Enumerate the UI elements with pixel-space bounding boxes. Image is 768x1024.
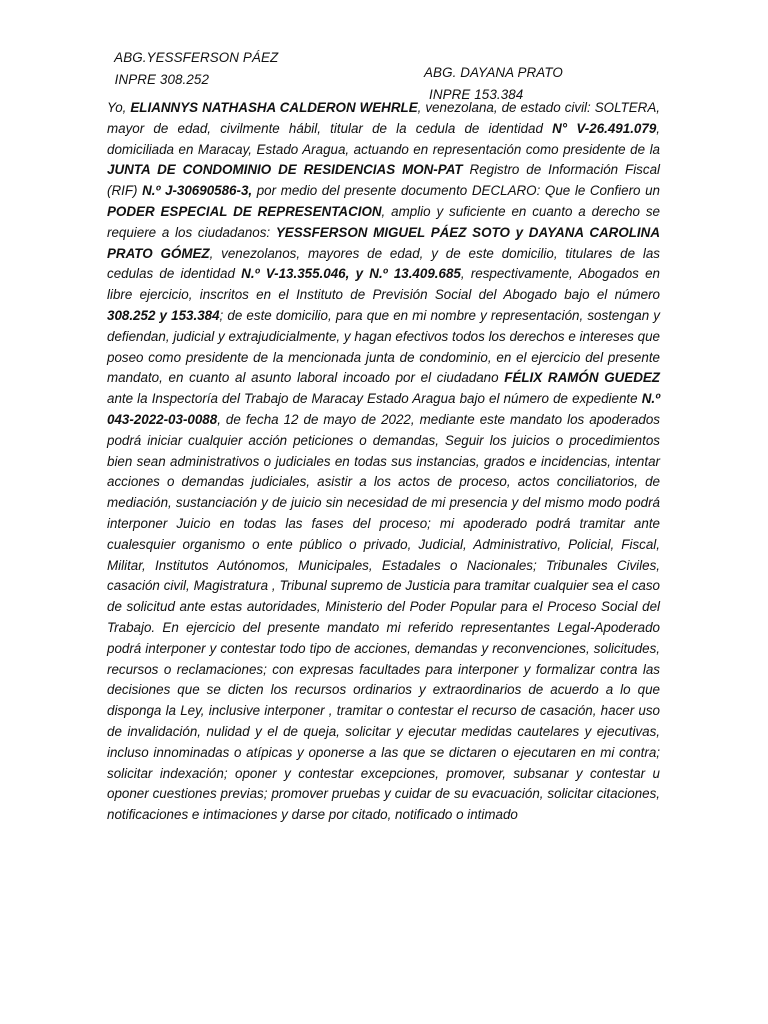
text-segment: Yo, — [107, 100, 131, 115]
lawyer2-inpre: INPRE 153.384 — [429, 87, 524, 102]
condominium-name: JUNTA DE CONDOMINIO DE RESIDENCIAS MON-PAT — [107, 162, 463, 178]
attorneys-names: YESSFERSON MIGUEL PÁEZ SOTO y DAYANA CAROLINA PRATO GÓMEZ — [107, 224, 660, 261]
text-segment: ante la Inspectoría del Trabajo de Maracay Estado Aragua bajo el número de expediente — [107, 391, 642, 407]
grantor-id: N° V-26.491.079 — [552, 120, 657, 136]
text-segment: , respectivamente, Abogados en libre ejercicio, inscritos en el Instituto de Previsión Social del Abogado bajo el número — [107, 266, 660, 303]
text-segment: , amplio y suficiente en cuanto a derecho se requiere a los ciudadanos: — [107, 203, 660, 240]
rif-number: N.º J-30690586-3, — [142, 183, 253, 199]
text-segment: , domiciliada en Maracay, Estado Aragua, actuando en representación como presidente de la — [107, 120, 660, 157]
declaration-paragraph — [107, 98, 660, 826]
power-type: PODER ESPECIAL DE REPRESENTACION — [107, 203, 382, 219]
claimant-name: FÉLIX RAMÓN GUEDEZ — [504, 370, 660, 386]
text-segment: , venezolanos, mayores de edad, y de este domicilio, titulares de las cedulas de identidad — [107, 245, 660, 282]
text-segment: por medio del presente documento DECLARO: Que le Confiero un — [252, 183, 660, 199]
lawyer2-name: ABG. DAYANA PRATO — [424, 65, 563, 80]
text-segment: , venezolana, de estado civil: SOLTERA, mayor de edad, civilmente hábil, titular de la cedula de identidad — [107, 100, 660, 136]
lawyer1-name: ABG.YESSFERSON PÁEZ — [114, 50, 279, 65]
lawyer1-inpre: INPRE 308.252 — [114, 72, 210, 87]
file-number: N.º 043-2022-03-0088 — [107, 391, 660, 427]
text-segment: ; de este domicilio, para que en mi nombre y representación, sostengan y defiendan, judicial y extrajudicialmente, y hagan efectivos todos los derechos e intereses que poseo como presidente de la mencionada junta de condominio, en el ejercicio del presente mandato, en cuanto al asunto laboral incoado por el ciudadano — [107, 307, 660, 386]
grantor-name: ELIANNYS NATHASHA CALDERON WEHRLE — [130, 100, 418, 115]
text-segment: , de fecha 12 de mayo de 2022, mediante este mandato los apoderados podrá iniciar cualquier acción peticiones o demandas, Seguir los juicios o procedimientos bien sean administrativos o judiciales en todas sus instancias, grados e incidencias, intentar acciones o demandas judiciales, asistir a los actos de proceso, actos conciliatorios, de mediación, sustanciación y de juicio sin necesidad de mi presencia y del mismo modo podrá interponer Juicio en todas las fases del proceso; mi apoderado podrá tramitar ante cualesquier organismo o ente público o privado, Judicial, Administrativo, Policial, Fiscal, Militar, Institutos Autónomos, Municipales, Estadales o Nacionales; Tribunales Civiles, casación civil, Magistratura , Tribunal supremo de Justicia para tramitar cualquier sea el caso de solicitud ante estas autoridades, Ministerio del Poder Popular para el Proceso Social del Trabajo. En ejercicio del presente mandato mi referido representantes Legal-Apoderado podrá interponer y contestar todo tipo de acciones, demandas y reconvenciones, solicitudes, recursos o reclamaciones; con expresas facultades para interponer y formalizar contra las decisiones que se dicten los recursos ordinarios y extraordinarios de acuerdo a lo que disponga la Ley, inclusive interponer , tramitar o contestar el recurso de casación, hacer uso de invalidación, nulidad y el de queja, solicitar y ejecutar medidas cautelares y ejecutivas, incluso innominadas o atípicas y oponerse a las que se dictaren o ejecutaren en mi contra; solicitar indexación; oponer y contestar excepciones, promover, subsanar y contestar u oponer cuestiones previas; promover pruebas y cuidar de su evacuación, solicitar citaciones, notificaciones e intimaciones y darse por citado, notificado o intimado — [107, 411, 660, 823]
document-body — [107, 98, 660, 826]
text-segment: Registro de Información Fiscal (RIF) — [107, 162, 660, 199]
attorneys-ids: N.º V-13.355.046, y N.º 13.409.685 — [241, 266, 461, 282]
inpre-numbers: 308.252 y 153.384 — [107, 307, 220, 323]
